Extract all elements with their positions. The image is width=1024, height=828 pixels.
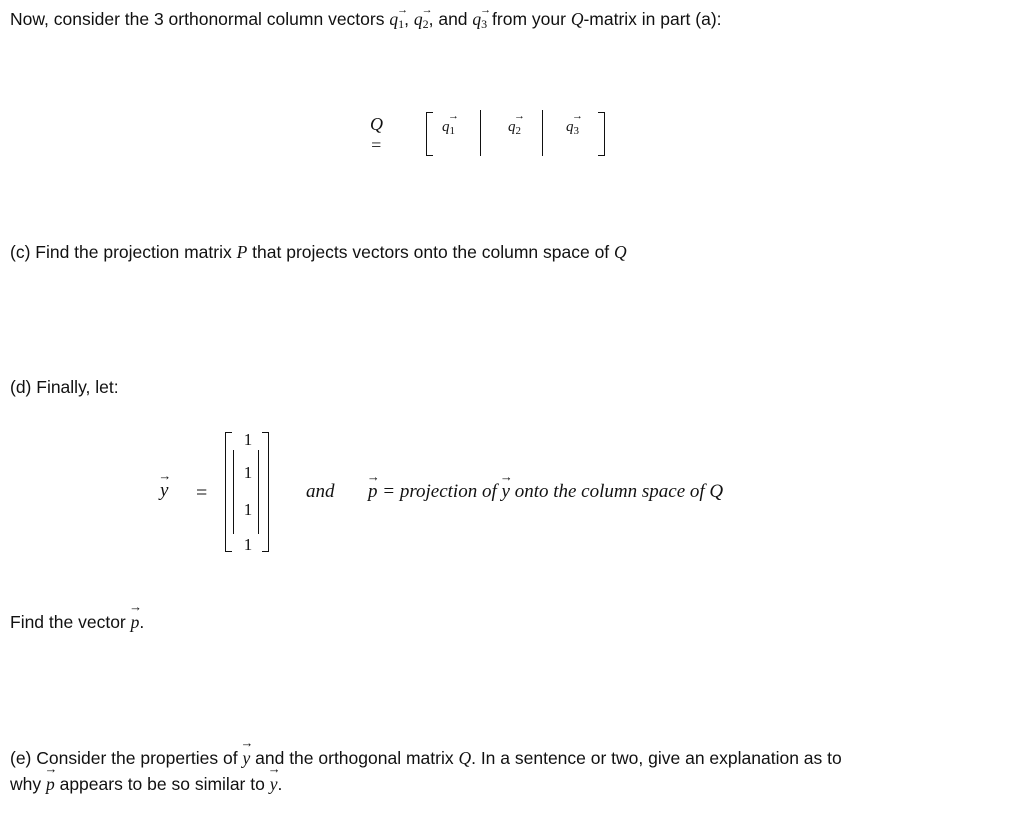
q-matrix-left-bracket <box>426 112 433 156</box>
part-e-y2-symbol: y → <box>270 773 278 795</box>
part-e-y-symbol: y → <box>242 747 250 769</box>
y-entry-2: 1 <box>243 463 253 482</box>
q1-symbol: $q_1$ → <box>389 8 404 35</box>
q3-symbol: q3 → <box>472 8 487 35</box>
part-e-Q: Q <box>458 748 472 768</box>
part-d <box>10 376 119 398</box>
y-entry-4: 1 <box>243 535 253 554</box>
find-p-symbol: p → <box>131 611 140 633</box>
p-definition-mid: = projection of <box>377 481 502 502</box>
intro-sep1: , <box>404 9 409 29</box>
y-entry-1: 1 <box>243 430 253 449</box>
part-e-text-d: why <box>10 774 46 794</box>
y-equals-sign: = <box>196 482 208 504</box>
part-c-P: P <box>236 242 248 262</box>
part-c-text: (c) Find the projection matrix <box>10 242 237 262</box>
q-matrix-label: Q = <box>370 114 383 155</box>
intro-middle: from your <box>487 9 571 29</box>
part-e-text-a: (e) Consider the properties of <box>10 748 243 768</box>
y-left-inner-bar <box>233 450 234 534</box>
q-matrix-divider-2 <box>542 110 543 156</box>
find-p-text: Find the vector <box>10 612 131 632</box>
y-vector-equation <box>0 430 1024 560</box>
part-e-text-e: appears to be so similar to <box>54 774 270 794</box>
y-entry-3: 1 <box>243 500 253 519</box>
part-c-Q: Q <box>614 242 627 262</box>
part-e-line-1 <box>10 747 842 769</box>
p-definition-end: onto the column space of Q <box>509 481 724 502</box>
find-p <box>10 611 144 633</box>
part-e-p-symbol: p → <box>46 773 55 795</box>
y-right-bracket <box>262 432 269 552</box>
q2-symbol: q2 → <box>414 8 429 35</box>
part-c-text2: that projects vectors onto the column space of <box>247 242 615 262</box>
p-def-y-symbol: y → <box>502 481 510 503</box>
intro-sep2: , and <box>428 9 468 29</box>
part-c <box>10 241 627 263</box>
intro-suffix: -matrix in part (a): <box>583 9 722 29</box>
intro-prefix: Now, consider the 3 orthonormal column vectors <box>10 9 385 29</box>
q-matrix-col-1: $q_1$ → <box>442 119 455 137</box>
q-matrix-col-2: $q_2$ → <box>508 119 521 137</box>
find-p-end: . <box>139 612 145 632</box>
part-e-text-c: . In a sentence or two, give an explanation as to <box>471 748 842 768</box>
part-e-text-f: . <box>277 774 283 794</box>
part-e-text-b: and the orthogonal matrix <box>250 748 459 768</box>
part-e-line-2 <box>10 773 282 795</box>
q-matrix-col-3: $q_3$ → <box>566 119 579 137</box>
y-vector-symbol: y → <box>160 480 168 502</box>
q-matrix-right-bracket <box>598 112 605 156</box>
y-left-bracket <box>225 432 232 552</box>
intro-Q: Q <box>570 9 584 29</box>
and-text: and <box>306 481 335 502</box>
intro-line <box>10 8 722 35</box>
q-matrix-divider-1 <box>480 110 481 156</box>
p-vector-symbol: p → <box>368 481 378 503</box>
y-right-inner-bar <box>258 450 259 534</box>
p-definition <box>368 481 723 503</box>
part-d-text: (d) Finally, let: <box>10 377 119 397</box>
